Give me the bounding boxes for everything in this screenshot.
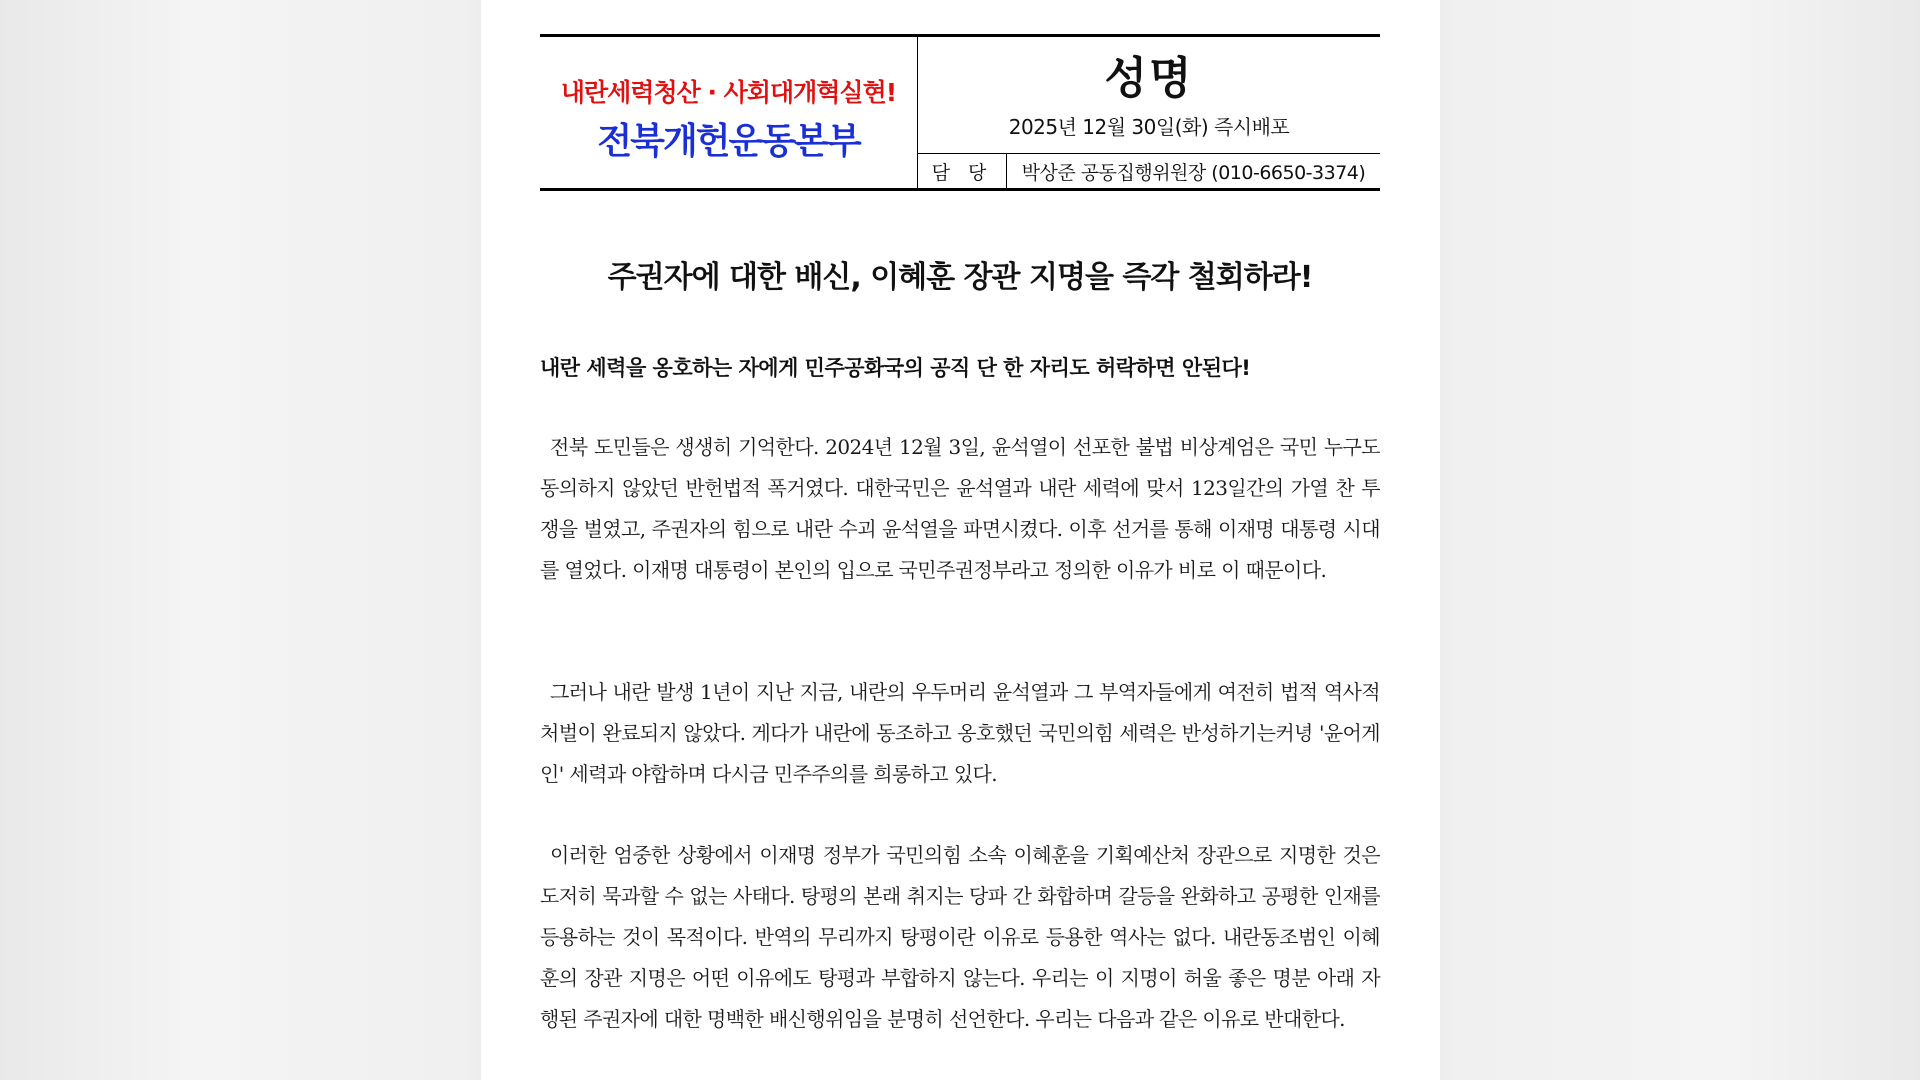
release-date: 2025년 12월 30일(화) 즉시배포 (1008, 115, 1290, 139)
press-release-page (481, 0, 1440, 1080)
letterhead-info-block (918, 37, 1380, 188)
letterhead-org-block (540, 37, 918, 188)
contact-label: 담 당 (918, 154, 1007, 188)
organization-name: 전북개헌운동본부 (597, 121, 860, 162)
body-paragraph-1: 전북 도민들은 생생히 기억한다. 2024년 12월 3일, 윤석열이 선포한 불법 비상계엄은 국민 누구도 동의하지 않았던 반헌법적 폭거였다. 대한국민은 윤석열과 내란 세력에 맞서 123일간의 가열 찬 투쟁을 벌였고, 주권자의 힘으로 내란 수괴 윤석열을 파면시켰다. 이후 선거를 통해 이재명 대통령 시대를 열었다. 이재명 대통령이 본인의 입으로 국민주권정부라고 정의한 이유가 비로 이 때문이다. (540, 435, 1380, 582)
subheadline: 내란 세력을 옹호하는 자에게 민주공화국의 공직 단 한 자리도 허락하면 안된다! (540, 356, 1251, 380)
document-type: 성명 (1104, 53, 1194, 104)
body-paragraph-2: 그러나 내란 발생 1년이 지난 지금, 내란의 우두머리 윤석열과 그 부역자들에게 여전히 법적 역사적 처벌이 완료되지 않았다. 게다가 내란에 동조하고 옹호했던 국민의힘 세력은 반성하기는커녕 '윤어게인' 세력과 야합하며 다시금 민주주의를 희롱하고 있다. (540, 680, 1380, 786)
contact-row (918, 153, 1380, 188)
headline: 주권자에 대한 배신, 이혜훈 장관 지명을 즉각 철회하라! (607, 260, 1313, 295)
contact-value: 박상준 공동집행위원장 (010-6650-3374) (1021, 162, 1366, 184)
slogan: 내란세력청산 · 사회대개혁실현! (560, 78, 897, 107)
body-paragraph-3: 이러한 엄중한 상황에서 이재명 정부가 국민의힘 소속 이혜훈을 기획예산처 장관으로 지명한 것은 도저히 묵과할 수 없는 사태다. 탕평의 본래 취지는 당파 간 화합하며 갈등을 완화하고 공평한 인재를 등용하는 것이 목적이다. 반역의 무리까지 탕평이란 이유로 등용한 역사는 없다. 내란동조범인 이혜훈의 장관 지명은 어떤 이유에도 탕평과 부합하지 않는다. 우리는 이 지명이 허울 좋은 명분 아래 자행된 주권자에 대한 명백한 배신행위임을 분명히 선언한다. 우리는 다음과 같은 이유로 반대한다. (540, 843, 1380, 1031)
letterhead (540, 34, 1380, 191)
